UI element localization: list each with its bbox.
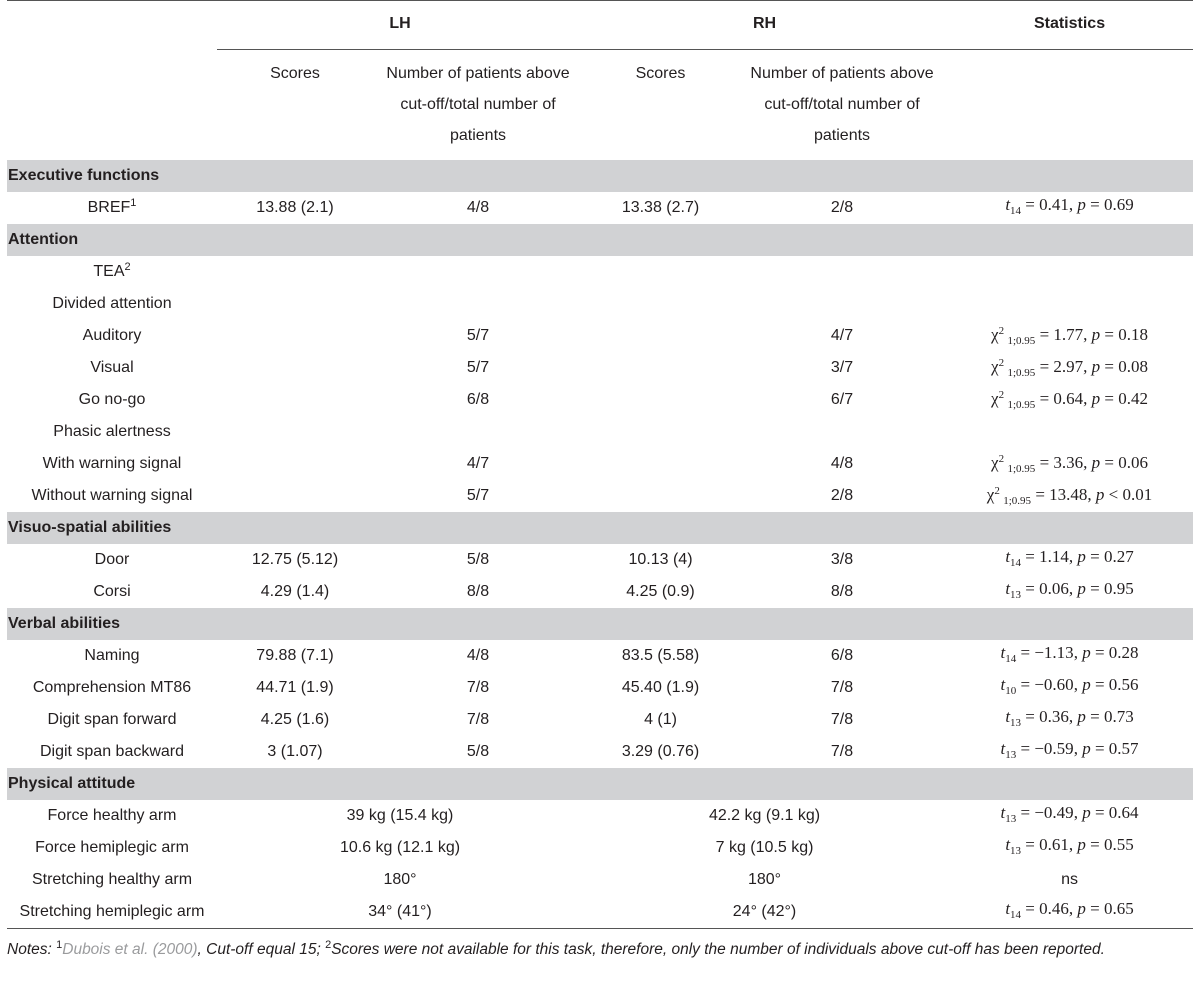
rh-count: 6/7 [830, 391, 854, 408]
stat-superscript: 2 [998, 325, 1005, 337]
lh-score [217, 384, 373, 416]
stat-expression: $t_{13} = -0.49$, p = 0.64 [1000, 803, 1139, 825]
row-label-text: Naming [84, 647, 140, 664]
stat-expression: $t_{14} = -1.13$, p = 0.28 [1000, 643, 1139, 665]
table-row [7, 480, 1193, 512]
stat-symbol: t [1000, 803, 1006, 822]
section-row [7, 160, 1193, 192]
lh-score: 4.29 (1.4) [260, 583, 330, 600]
rh-count: 3/7 [830, 359, 854, 376]
row-label-text: With warning signal [42, 455, 182, 472]
stat-value: 0.61 [1039, 835, 1069, 854]
stat-value: 0.06 [1039, 579, 1069, 598]
stat-symbol: t [1000, 675, 1006, 694]
statistic [946, 896, 1193, 929]
row-label-text: Corsi [93, 583, 131, 600]
lh-count: 8/8 [466, 583, 490, 600]
notes-reference-link[interactable]: Dubois et al. (2000) [62, 941, 198, 958]
row-label [7, 672, 217, 704]
stat-subscript: 1;0.95 [1007, 335, 1036, 347]
statistic [946, 736, 1193, 768]
notes-footnote-1: 1 [56, 939, 63, 951]
p-value: 0.55 [1103, 835, 1134, 854]
rh-merged-value: 180° [747, 871, 782, 888]
table-row [7, 448, 1193, 480]
p-operator: = [1094, 739, 1105, 758]
lh-score [217, 320, 373, 352]
stat-symbol: χ [991, 357, 999, 376]
lh-score: 12.75 (5.12) [251, 551, 339, 568]
rh-count: 2/8 [830, 199, 854, 216]
row-label-text: Door [94, 551, 130, 568]
stat-value: −1.13 [1034, 643, 1074, 662]
rh-score [583, 448, 738, 480]
table-row [7, 384, 1193, 416]
rh-score: 83.5 (5.58) [621, 647, 700, 664]
lh-merged-value: 180° [383, 871, 417, 888]
lh-merged-value: 10.6 kg (12.1 kg) [339, 839, 461, 856]
lh-count: 4/7 [466, 455, 490, 472]
results-table-wrapper [7, 0, 1193, 959]
p-symbol: p [1082, 675, 1091, 694]
p-value: 0.65 [1103, 899, 1134, 918]
rh-count: 6/8 [830, 647, 854, 664]
row-label [7, 576, 217, 608]
stat-value: −0.59 [1034, 739, 1074, 758]
row-label-text: Force healthy arm [47, 807, 177, 824]
stat-value: 2.97 [1053, 357, 1084, 376]
row-label [7, 544, 217, 576]
notes-tail: Scores were not available for this task, therefore, only the number of individuals above cut-off has been reported. [331, 941, 1105, 958]
stat-expression: $t_{13} = 0.36$, p = 0.73 [1005, 707, 1134, 729]
row-label [7, 352, 217, 384]
p-value: 0.06 [1118, 453, 1148, 472]
p-symbol: p [1082, 739, 1091, 758]
p-value: 0.64 [1108, 803, 1139, 822]
statistic [946, 640, 1193, 672]
statistic [946, 288, 1193, 320]
rh-count: 7/8 [830, 743, 854, 760]
p-operator: = [1094, 675, 1105, 694]
p-value: 0.28 [1108, 643, 1139, 662]
table-row [7, 832, 1193, 864]
lh-score: 4.25 (1.6) [260, 711, 330, 728]
p-symbol: p [1077, 547, 1086, 566]
table-row [7, 704, 1193, 736]
rh-count [738, 416, 946, 448]
section-cell [7, 608, 1193, 640]
table-row [7, 544, 1193, 576]
p-symbol: p [1091, 389, 1101, 408]
section-title: Verbal abilities [8, 615, 121, 632]
statistic [946, 672, 1193, 704]
stat-expression: $\chi^2$ $_{1;0.95}$ = 13.48, p < 0.01 [986, 485, 1153, 507]
p-symbol: p [1077, 707, 1086, 726]
table-row [7, 896, 1193, 929]
row-label [7, 704, 217, 736]
row-label-text: Digit span backward [39, 743, 185, 760]
row-label-text: Digit span forward [47, 711, 177, 728]
header-count-rh: Number of patients above cut-off/total number of patients [750, 65, 934, 144]
rh-score [583, 288, 738, 320]
table-row [7, 192, 1193, 224]
statistic [946, 256, 1193, 288]
lh-count: 5/7 [466, 359, 490, 376]
table-notes [7, 941, 1193, 959]
stat-superscript: 2 [994, 485, 1000, 497]
p-operator: = [1090, 195, 1100, 214]
stat-expression: $t_{13} = 0.06$, p = 0.95 [1005, 579, 1134, 601]
notes-lead: Notes: [7, 941, 52, 958]
stat-symbol: t [1000, 643, 1006, 662]
header-rh: RH [583, 1, 946, 50]
stat-subscript: 14 [1010, 205, 1022, 217]
rh-merged-value: 24° (42°) [583, 896, 946, 929]
p-operator: = [1104, 453, 1114, 472]
lh-score [217, 448, 373, 480]
stat-value: −0.49 [1034, 803, 1074, 822]
lh-score [217, 352, 373, 384]
row-label [7, 192, 217, 224]
stat-symbol: t [1000, 739, 1006, 758]
header-scores-lh: Scores [270, 65, 320, 82]
lh-score: 13.88 (2.1) [256, 199, 334, 216]
statistic [946, 544, 1193, 576]
statistic [946, 416, 1193, 448]
lh-count: 7/8 [466, 711, 490, 728]
stat-expression: $\chi^2$ $_{1;0.95}$ = 2.97, p = 0.08 [991, 357, 1148, 379]
row-label-text: Go no-go [78, 391, 146, 408]
p-symbol: p [1095, 485, 1105, 504]
p-symbol: p [1077, 835, 1086, 854]
row-label [7, 736, 217, 768]
statistic [946, 480, 1193, 512]
row-label [7, 864, 217, 896]
rh-count: 4/8 [830, 455, 854, 472]
stat-text: ns [1061, 871, 1078, 888]
rh-merged-value: 7 kg (10.5 kg) [715, 839, 814, 856]
p-operator: = [1104, 389, 1114, 408]
row-label-text: Stretching hemiplegic arm [19, 903, 205, 920]
statistic [946, 192, 1193, 224]
stat-subscript: 1;0.95 [1007, 399, 1036, 411]
row-label [7, 832, 217, 864]
stat-expression: $\chi^2$ $_{1;0.95}$ = 3.36, p = 0.06 [991, 453, 1148, 475]
stat-value: 13.48 [1049, 485, 1088, 504]
rh-score: 4.25 (0.9) [626, 583, 695, 600]
p-symbol: p [1091, 325, 1101, 344]
header-empty [7, 1, 217, 50]
table-row [7, 640, 1193, 672]
rh-score [583, 352, 738, 384]
table-body [7, 160, 1193, 929]
stat-value: 1.14 [1039, 547, 1069, 566]
rh-count [738, 256, 946, 288]
row-label-text: Phasic alertness [53, 423, 171, 440]
p-symbol: p [1082, 803, 1091, 822]
rh-count: 4/7 [830, 327, 854, 344]
section-title: Executive functions [8, 167, 160, 184]
lh-count: 5/7 [466, 327, 490, 344]
p-symbol: p [1077, 195, 1086, 214]
p-symbol: p [1077, 899, 1086, 918]
lh-count [373, 416, 583, 448]
statistic [946, 448, 1193, 480]
section-row [7, 224, 1193, 256]
header-row-sub [7, 50, 1193, 161]
stat-expression: $t_{13} = 0.61$, p = 0.55 [1005, 835, 1134, 857]
stat-subscript: 13 [1010, 845, 1022, 857]
header-scores-rh: Scores [635, 65, 686, 82]
rh-score: 3.29 (0.76) [621, 743, 700, 760]
section-row [7, 512, 1193, 544]
stat-symbol: t [1005, 579, 1011, 598]
stat-subscript: 13 [1010, 717, 1022, 729]
header-sub-empty [7, 50, 217, 161]
p-value: 0.69 [1103, 195, 1134, 214]
stat-subscript: 13 [1005, 813, 1017, 825]
section-row [7, 768, 1193, 800]
stat-superscript: 2 [998, 453, 1005, 465]
p-operator: = [1094, 643, 1105, 662]
p-value: 0.57 [1108, 739, 1139, 758]
lh-count: 4/8 [466, 647, 490, 664]
row-label-footnote: 1 [130, 197, 137, 209]
rh-score: 4 (1) [644, 711, 677, 728]
lh-count: 4/8 [466, 199, 490, 216]
stat-symbol: t [1005, 899, 1011, 918]
p-symbol: p [1077, 579, 1086, 598]
rh-merged-value: 42.2 kg (9.1 kg) [708, 807, 821, 824]
table-row [7, 416, 1193, 448]
lh-score [217, 416, 373, 448]
p-symbol: p [1082, 643, 1091, 662]
stat-value: 0.41 [1039, 195, 1069, 214]
table-row [7, 352, 1193, 384]
row-label [7, 800, 217, 832]
stat-expression: $\chi^2$ $_{1;0.95}$ = 0.64, p = 0.42 [991, 389, 1148, 411]
p-symbol: p [1091, 453, 1101, 472]
p-value: 0.27 [1103, 547, 1134, 566]
table-row [7, 736, 1193, 768]
row-label-text: Stretching healthy arm [31, 871, 193, 888]
stat-subscript: 14 [1010, 909, 1022, 921]
stat-superscript: 2 [998, 357, 1005, 369]
p-operator: = [1090, 899, 1100, 918]
row-label-footnote: 2 [124, 261, 131, 273]
p-value: 0.42 [1118, 389, 1148, 408]
lh-count: 7/8 [466, 679, 490, 696]
section-cell [7, 160, 1193, 192]
p-value: 0.73 [1103, 707, 1134, 726]
table-row [7, 288, 1193, 320]
rh-score [583, 256, 738, 288]
notes-footnote-2: 2 [325, 939, 332, 951]
statistic [946, 832, 1193, 864]
lh-score [217, 288, 373, 320]
p-operator: = [1090, 835, 1100, 854]
header-row-groups [7, 1, 1193, 50]
stat-subscript: 10 [1005, 685, 1017, 697]
lh-score: 79.88 (7.1) [256, 647, 334, 664]
p-operator: = [1090, 547, 1100, 566]
stat-value: 0.46 [1039, 899, 1069, 918]
table-row [7, 672, 1193, 704]
stat-subscript: 14 [1005, 653, 1017, 665]
row-label [7, 896, 217, 929]
lh-score [217, 480, 373, 512]
p-operator: = [1090, 707, 1100, 726]
table-row [7, 576, 1193, 608]
rh-score [583, 384, 738, 416]
statistic [946, 704, 1193, 736]
rh-count: 3/8 [830, 551, 854, 568]
p-value: 0.18 [1118, 325, 1148, 344]
row-label [7, 384, 217, 416]
lh-merged-value: 34° (41°) [217, 896, 583, 929]
table-row [7, 320, 1193, 352]
row-label-text: Without warning signal [31, 487, 193, 504]
statistic [946, 384, 1193, 416]
stat-expression: $t_{14} = 0.46$, p = 0.65 [1005, 899, 1134, 921]
stat-subscript: 1;0.95 [1007, 367, 1036, 379]
lh-count: 6/8 [466, 391, 490, 408]
section-cell [7, 224, 1193, 256]
rh-score [583, 480, 738, 512]
stat-value: 0.64 [1053, 389, 1084, 408]
row-label [7, 640, 217, 672]
stat-symbol: t [1005, 835, 1011, 854]
stat-subscript: 1;0.95 [1003, 495, 1032, 507]
stat-value: 1.77 [1053, 325, 1084, 344]
statistic [946, 320, 1193, 352]
stat-expression: $t_{10} = -0.60$, p = 0.56 [1000, 675, 1139, 697]
notes-cutoff: , Cut-off equal 15; [197, 941, 321, 958]
stat-symbol: t [1005, 195, 1011, 214]
row-label [7, 448, 217, 480]
rh-score [583, 416, 738, 448]
lh-score: 3 (1.07) [267, 743, 323, 760]
header-sub-stat-empty [946, 50, 1193, 161]
table-row [7, 800, 1193, 832]
p-symbol: p [1091, 357, 1101, 376]
stat-expression: $\chi^2$ $_{1;0.95}$ = 1.77, p = 0.18 [991, 325, 1148, 347]
row-label [7, 256, 217, 288]
rh-count: 8/8 [830, 583, 854, 600]
row-label-text: Divided attention [52, 295, 172, 312]
rh-score: 45.40 (1.9) [621, 679, 700, 696]
row-label [7, 288, 217, 320]
p-operator: < [1108, 485, 1119, 504]
row-label [7, 416, 217, 448]
stat-value: 0.36 [1039, 707, 1069, 726]
statistic [946, 352, 1193, 384]
stat-value: −0.60 [1034, 675, 1074, 694]
p-operator: = [1090, 579, 1100, 598]
header-lh: LH [217, 1, 583, 50]
stat-expression: $t_{14} = 0.41$, p = 0.69 [1005, 195, 1134, 217]
stat-symbol: χ [991, 453, 999, 472]
section-cell [7, 512, 1193, 544]
p-operator: = [1104, 357, 1114, 376]
table-row [7, 864, 1193, 896]
header-statistics: Statistics [946, 1, 1193, 50]
stat-subscript: 13 [1005, 749, 1017, 761]
table-row [7, 256, 1193, 288]
stat-symbol: t [1005, 547, 1011, 566]
lh-count: 5/8 [466, 743, 490, 760]
stat-subscript: 1;0.95 [1007, 463, 1036, 475]
lh-count [373, 288, 583, 320]
row-label [7, 480, 217, 512]
row-label-text: BREF [87, 199, 131, 216]
p-operator: = [1104, 325, 1114, 344]
rh-count: 7/8 [830, 711, 854, 728]
stat-symbol: χ [991, 389, 999, 408]
section-title: Physical attitude [8, 775, 136, 792]
statistic [946, 576, 1193, 608]
rh-score: 10.13 (4) [628, 551, 693, 568]
stat-subscript: 14 [1010, 557, 1022, 569]
results-table [7, 0, 1193, 929]
p-value: 0.08 [1118, 357, 1148, 376]
stat-symbol: χ [991, 325, 999, 344]
stat-subscript: 13 [1010, 589, 1022, 601]
rh-count: 2/8 [830, 487, 854, 504]
row-label-text: Visual [90, 359, 134, 376]
lh-count: 5/7 [466, 487, 490, 504]
lh-count [373, 256, 583, 288]
p-operator: = [1094, 803, 1105, 822]
rh-score [583, 320, 738, 352]
section-title: Visuo-spatial abilities [8, 519, 172, 536]
statistic [946, 864, 1193, 896]
lh-count: 5/8 [466, 551, 490, 568]
section-title: Attention [8, 231, 79, 248]
stat-expression: $t_{13} = -0.59$, p = 0.57 [1000, 739, 1139, 761]
p-value: 0.56 [1108, 675, 1139, 694]
stat-expression: $t_{14} = 1.14$, p = 0.27 [1005, 547, 1134, 569]
lh-score: 44.71 (1.9) [256, 679, 334, 696]
row-label-text: TEA [93, 263, 125, 280]
rh-count: 7/8 [830, 679, 854, 696]
statistic [946, 800, 1193, 832]
section-row [7, 608, 1193, 640]
rh-count [738, 288, 946, 320]
stat-value: 3.36 [1053, 453, 1084, 472]
header-count-lh: Number of patients above cut-off/total number of patients [386, 65, 570, 144]
row-label-text: Auditory [82, 327, 142, 344]
row-label-text: Comprehension MT86 [32, 679, 192, 696]
row-label-text: Force hemiplegic arm [35, 839, 189, 856]
stat-symbol: t [1005, 707, 1011, 726]
row-label [7, 320, 217, 352]
stat-symbol: χ [986, 485, 995, 504]
lh-score [217, 256, 373, 288]
p-value: 0.95 [1103, 579, 1134, 598]
p-value: 0.01 [1122, 485, 1153, 504]
stat-superscript: 2 [998, 389, 1005, 401]
section-cell [7, 768, 1193, 800]
rh-score: 13.38 (2.7) [621, 199, 700, 216]
lh-merged-value: 39 kg (15.4 kg) [346, 807, 454, 824]
